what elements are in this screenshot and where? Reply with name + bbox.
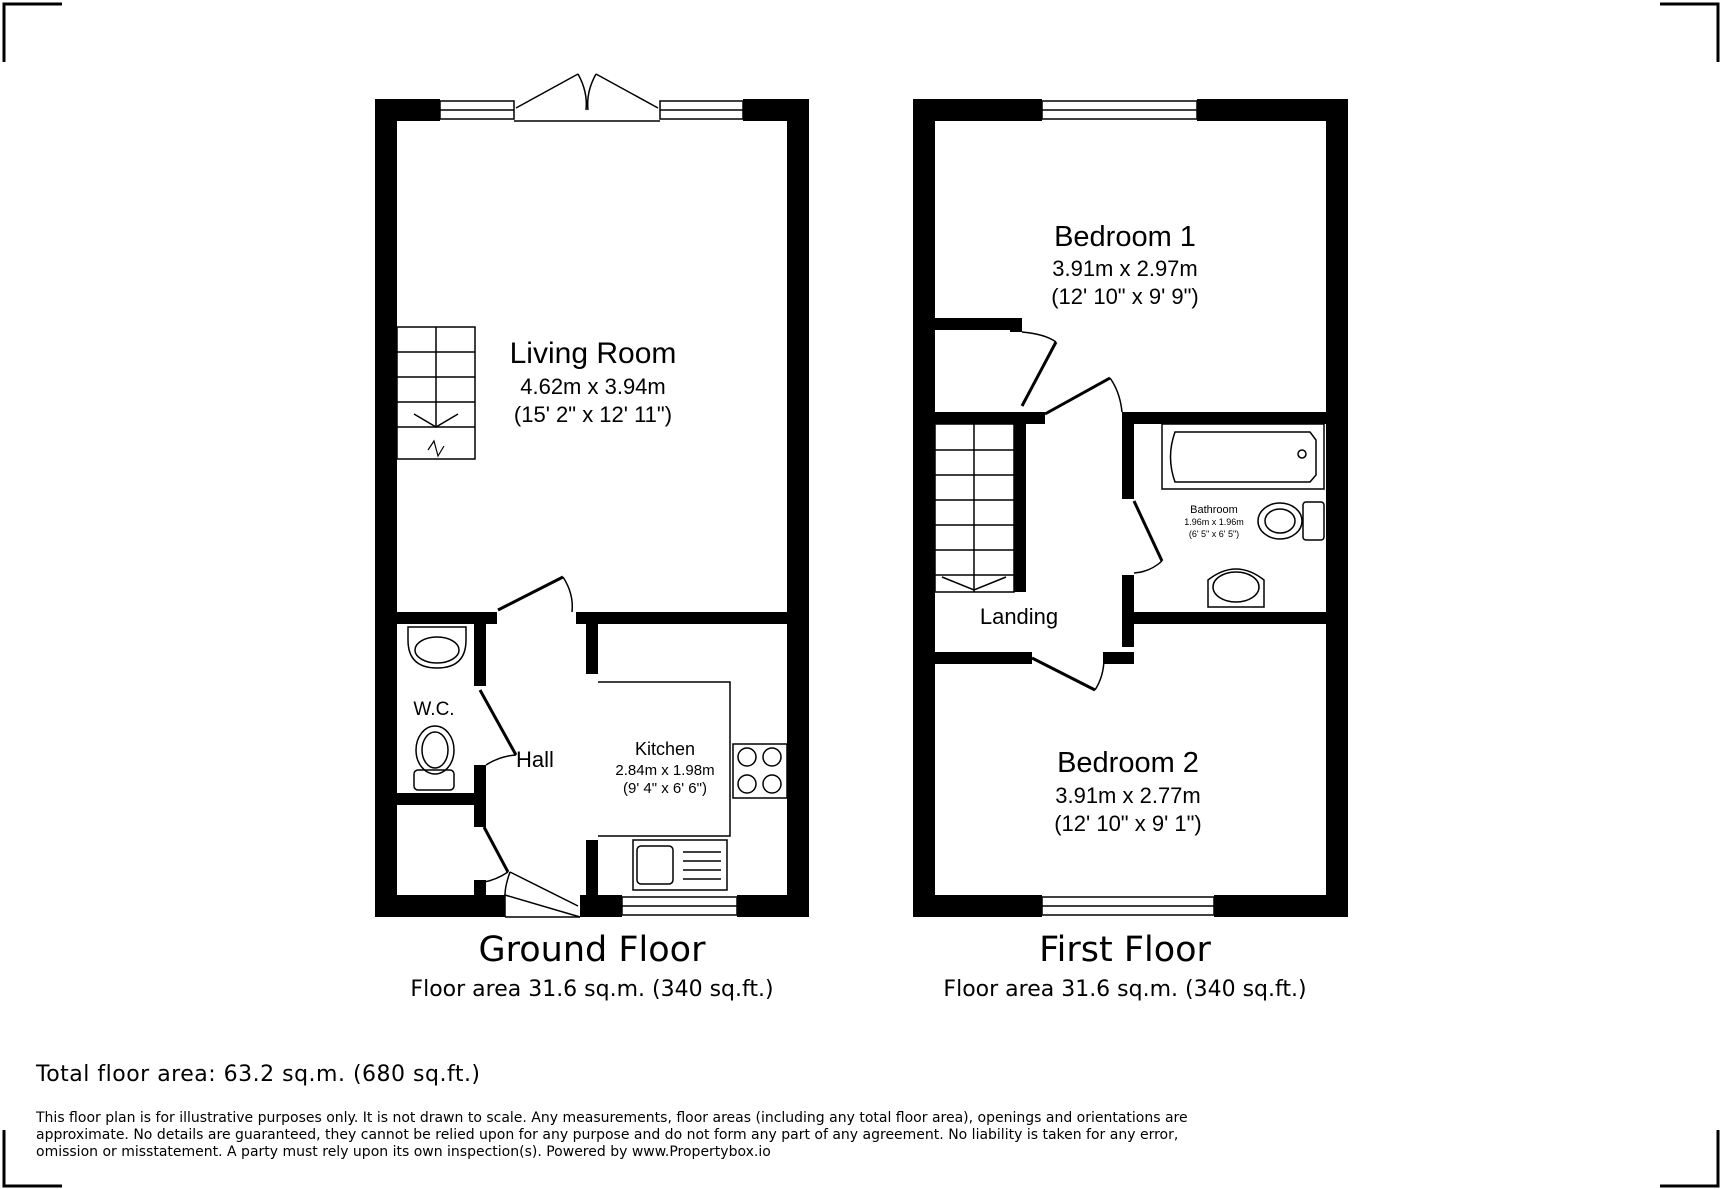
- bathroom-name: Bathroom: [1190, 504, 1238, 516]
- crop-marks: [4, 4, 1718, 1186]
- first-floor-area: Floor area 31.6 sq.m. (340 sq.ft.): [943, 977, 1307, 1002]
- living-room-imperial: (15' 2" x 12' 11"): [513, 402, 673, 427]
- bedroom2-name: Bedroom 2: [1057, 747, 1199, 779]
- first-floor-doors: [1022, 332, 1162, 690]
- living-room-name: Living Room: [509, 337, 677, 370]
- rear-windows: [440, 74, 743, 121]
- bathroom-metric: 1.96m x 1.96m: [1184, 517, 1244, 527]
- ground-floor-plan: [375, 74, 809, 917]
- kitchen-metric: 2.84m x 1.98m: [615, 762, 715, 779]
- bedroom1-imperial: (12' 10" x 9' 9"): [1051, 284, 1199, 309]
- total-floor-area: Total floor area: 63.2 sq.m. (680 sq.ft.): [36, 1062, 481, 1087]
- kitchen-imperial: (9' 4" x 6' 6"): [623, 780, 707, 797]
- disclaimer-text: This floor plan is for illustrative purposes only. It is not drawn to scale. Any measurements, floor areas (including any total floor area), openings and orientations are approximate. No details are guaranteed, they cannot be relied upon for any purpose and do not form any part of any agreement. No liability is taken for any error, omission or misstatement. A party must rely upon its own inspection(s). Powered by www.Propertybox.io: [36, 1110, 1188, 1160]
- sink: [633, 840, 727, 890]
- ground-floor-title: Ground Floor: [478, 930, 706, 970]
- bathroom-imperial: (6' 5" x 6' 5"): [1188, 529, 1240, 539]
- bedroom2-imperial: (12' 10" x 9' 1"): [1054, 811, 1202, 836]
- wc-name: W.C.: [413, 699, 455, 720]
- first-floor-title: First Floor: [1039, 930, 1211, 970]
- ground-floor-area: Floor area 31.6 sq.m. (340 sq.ft.): [410, 977, 774, 1002]
- bedroom1-name: Bedroom 1: [1054, 221, 1196, 253]
- bedroom2-metric: 3.91m x 2.77m: [1055, 783, 1201, 808]
- bedroom1-metric: 3.91m x 2.97m: [1052, 256, 1198, 281]
- ground-stairs: [397, 327, 475, 459]
- kitchen-name: Kitchen: [634, 739, 696, 759]
- living-room-metric: 4.62m x 3.94m: [520, 374, 666, 399]
- landing-name: Landing: [979, 604, 1059, 629]
- bathroom-fixtures: [1162, 424, 1324, 607]
- first-floor-stairs: [935, 424, 1014, 592]
- hall-name: Hall: [516, 747, 554, 772]
- ground-floor-walls: [375, 99, 809, 917]
